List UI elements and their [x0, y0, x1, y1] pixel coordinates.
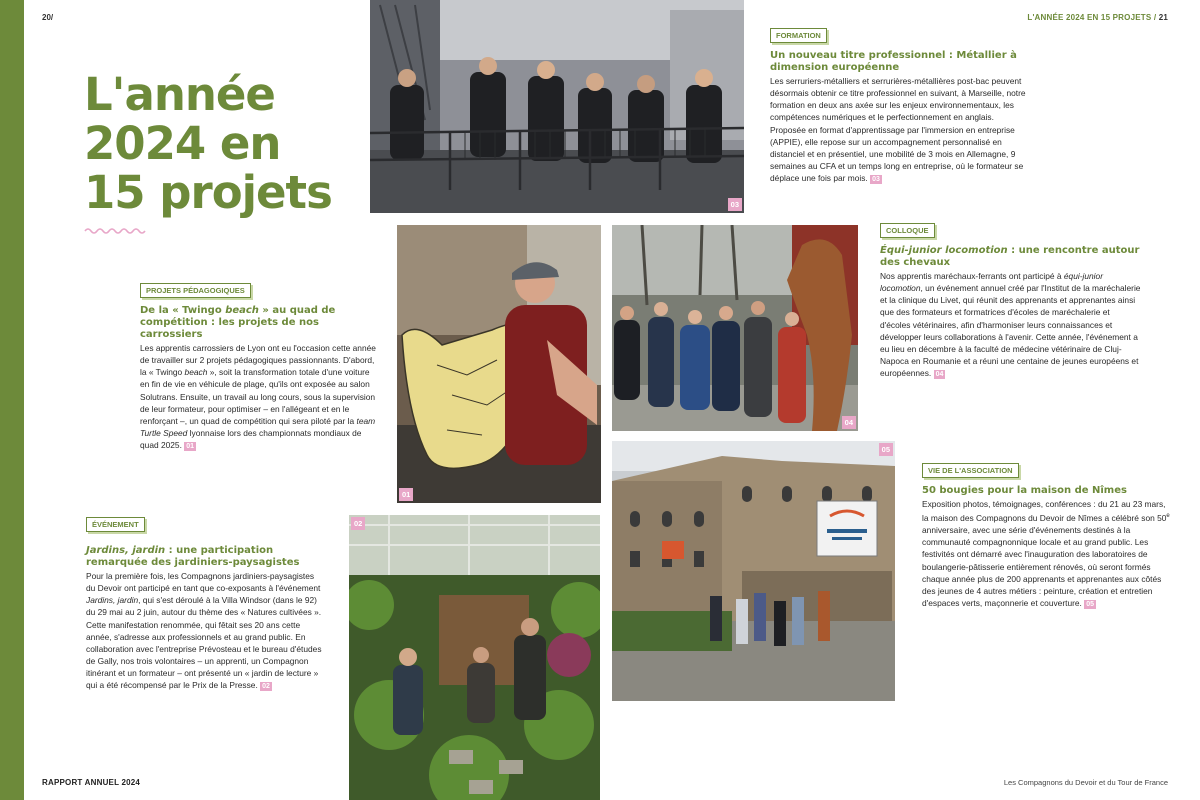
- article-body-evenement: Pour la première fois, les Compagnons jardiniers-paysagistes du Devoir ont participé en tant que co-exposants à l'événement Jardins, jardin, qui s'est déroulé à la Villa Windsor (dans le 92) du 29 mai au 2 juin, autour du thème des « Natures cultivées ». Cette manifestation renommée, qui fêtait ses 20 ans cette année, s'adresse aux professionnels et au grand public. En collaboration avec l'entreprise Prévosteau et le bureau d'études de Gally, nos trois volontaires – un apprenti, un Compagnon itinérant et un formateur – ont présenté un « jardin de lecture » qui a été récompensé par le Prix de la Presse. 02: [86, 571, 322, 691]
- photo-ref-badge: 05: [1086, 601, 1094, 609]
- article-formation: [770, 50, 1028, 184]
- article-title-colloque: Équi-junior locomotion : une rencontre autour des chevaux: [880, 245, 1140, 268]
- photo-nimes-house-building: [612, 441, 895, 701]
- section-tag-formation: FORMATION: [770, 28, 827, 43]
- footer-report-title: RAPPORT ANNUEL 2024: [42, 778, 141, 787]
- title-line-3: 15 projets: [84, 166, 332, 219]
- photo-number-badge: 05: [879, 443, 893, 456]
- article-projets-pedagogiques: [140, 305, 380, 451]
- photo-number-badge: 01: [399, 488, 413, 501]
- running-header-right: [1027, 13, 1168, 22]
- photo-garden-landscapers: [349, 515, 600, 800]
- page-number-right: 21: [1158, 13, 1168, 22]
- section-tag-vie-association: VIE DE L'ASSOCIATION: [922, 463, 1019, 478]
- running-title: L'ANNÉE 2024 EN 15 PROJETS /: [1027, 13, 1157, 22]
- photo-ref-badge: 01: [186, 443, 195, 451]
- article-title-vie: 50 bougies pour la maison de Nîmes: [922, 485, 1127, 496]
- left-spine-bar: [0, 0, 24, 800]
- title-line-2: 2024 en: [84, 117, 281, 170]
- photo-bodywork-apprentice: [397, 225, 601, 503]
- photo-number-badge: 04: [842, 416, 856, 429]
- article-evenement: [86, 545, 324, 692]
- article-title-formation: Un nouveau titre professionnel : Métallier à dimension européenne: [770, 50, 1017, 73]
- article-body-colloque: Nos apprentis maréchaux-ferrants ont participé à équi-junior locomotion, un événement annuel créé par l'Institut de la maréchalerie et la clinique du Livet, qui réunit des apprenants et apprenantes ainsi que des formateurs et formatrices d'écoles de maréchalerie et d'écoles vétérinaires, afin d'harmoniser leurs connaissances et développer leurs collaborations à l'avenir. Cette année, l'événement a eu lieu en décembre à la faculté de médecine vétérinaire de Cluj-Napoca en Roumanie et a réuni une centaine de jeunes européens et européennes. 04: [880, 271, 1141, 379]
- article-body-pedagogiques: Les apprentis carrossiers de Lyon ont eu l'occasion cette année de travailler sur 2 projets pédagogiques passionnants. D'abord, la « Twingo beach », soit la transformation totale d'une voiture en fin de vie en véhicule de plage, qu'ils ont exposée au salon Solutrans. Ensuite, un travail au long cours, sous la supervision de leur formateur, pour optimiser – en l'allégeant et en le renforçant –, un quad de compétition qui sera piloté par la team Turtle Speed lyonnaise lors des championnats mondiaux de quad 2025. 01: [140, 343, 376, 451]
- photo-ref-badge: 02: [262, 683, 270, 691]
- photo-farriers-horse-event: [612, 225, 858, 431]
- photo-number-badge: 02: [351, 517, 365, 530]
- article-title-evenement: Jardins, jardin : une participation remarquée des jardiniers-paysagistes: [86, 545, 300, 568]
- section-tag-colloque: COLLOQUE: [880, 223, 935, 238]
- title-line-1: L'année: [84, 68, 275, 121]
- article-vie-association: [922, 485, 1170, 609]
- page-number-left: 20/: [42, 13, 54, 22]
- article-body-formation: Les serruriers-métalliers et serrurières-métallières post-bac peuvent désormais obtenir ce titre professionnel en suivant, à Marseille, notre formation en deux ans axée sur les enjeux environnementaux, les compétences numériques et le perfectionnement en anglais. Proposée en format d'apprentissage par l'immersion en entreprise (APPIE), elle repose sur un accompagnement personnalisé en distanciel et en présentiel, une mobilité de 3 mois en Allemagne, 9 semaines au CFA et un temps long en entreprise, où le formateur se déplace une fois par mois. 03: [770, 76, 1026, 184]
- wavy-underline-decoration: [84, 226, 146, 234]
- photo-ref-badge: 03: [872, 176, 880, 184]
- footer-organization: Les Compagnons du Devoir et du Tour de France: [1003, 778, 1168, 787]
- article-body-vie: Exposition photos, témoignages, conférences : du 21 au 23 mars, la maison des Compagnons du Devoir de Nîmes a célébré son 50e anniversaire, avec une série d'événements destinés à la communauté compagnonnique locale et au grand public. Les festivités ont démarré avec l'inauguration des laboratoires de boulangerie-pâtisserie entièrement rénovés, où seront formés chaque année plus de 200 apprenants et apprenantes aux côtés des jeunes de 4 autres métiers : peinture, création et entretien d'espaces verts, maçonnerie et couverture. 05: [922, 499, 1170, 609]
- section-tag-evenement: ÉVÉNEMENT: [86, 517, 145, 532]
- photo-ref-badge: 04: [935, 371, 944, 379]
- photo-number-badge: 03: [728, 198, 742, 211]
- article-title-pedagogiques: De la « Twingo beach » au quad de compétition : les projets de nos carrossiers: [140, 305, 336, 340]
- page-title: [84, 70, 344, 217]
- photo-metalworkers-workshop: [370, 0, 744, 213]
- article-colloque: [880, 245, 1142, 379]
- section-tag-projets-pedagogiques: PROJETS PÉDAGOGIQUES: [140, 283, 251, 298]
